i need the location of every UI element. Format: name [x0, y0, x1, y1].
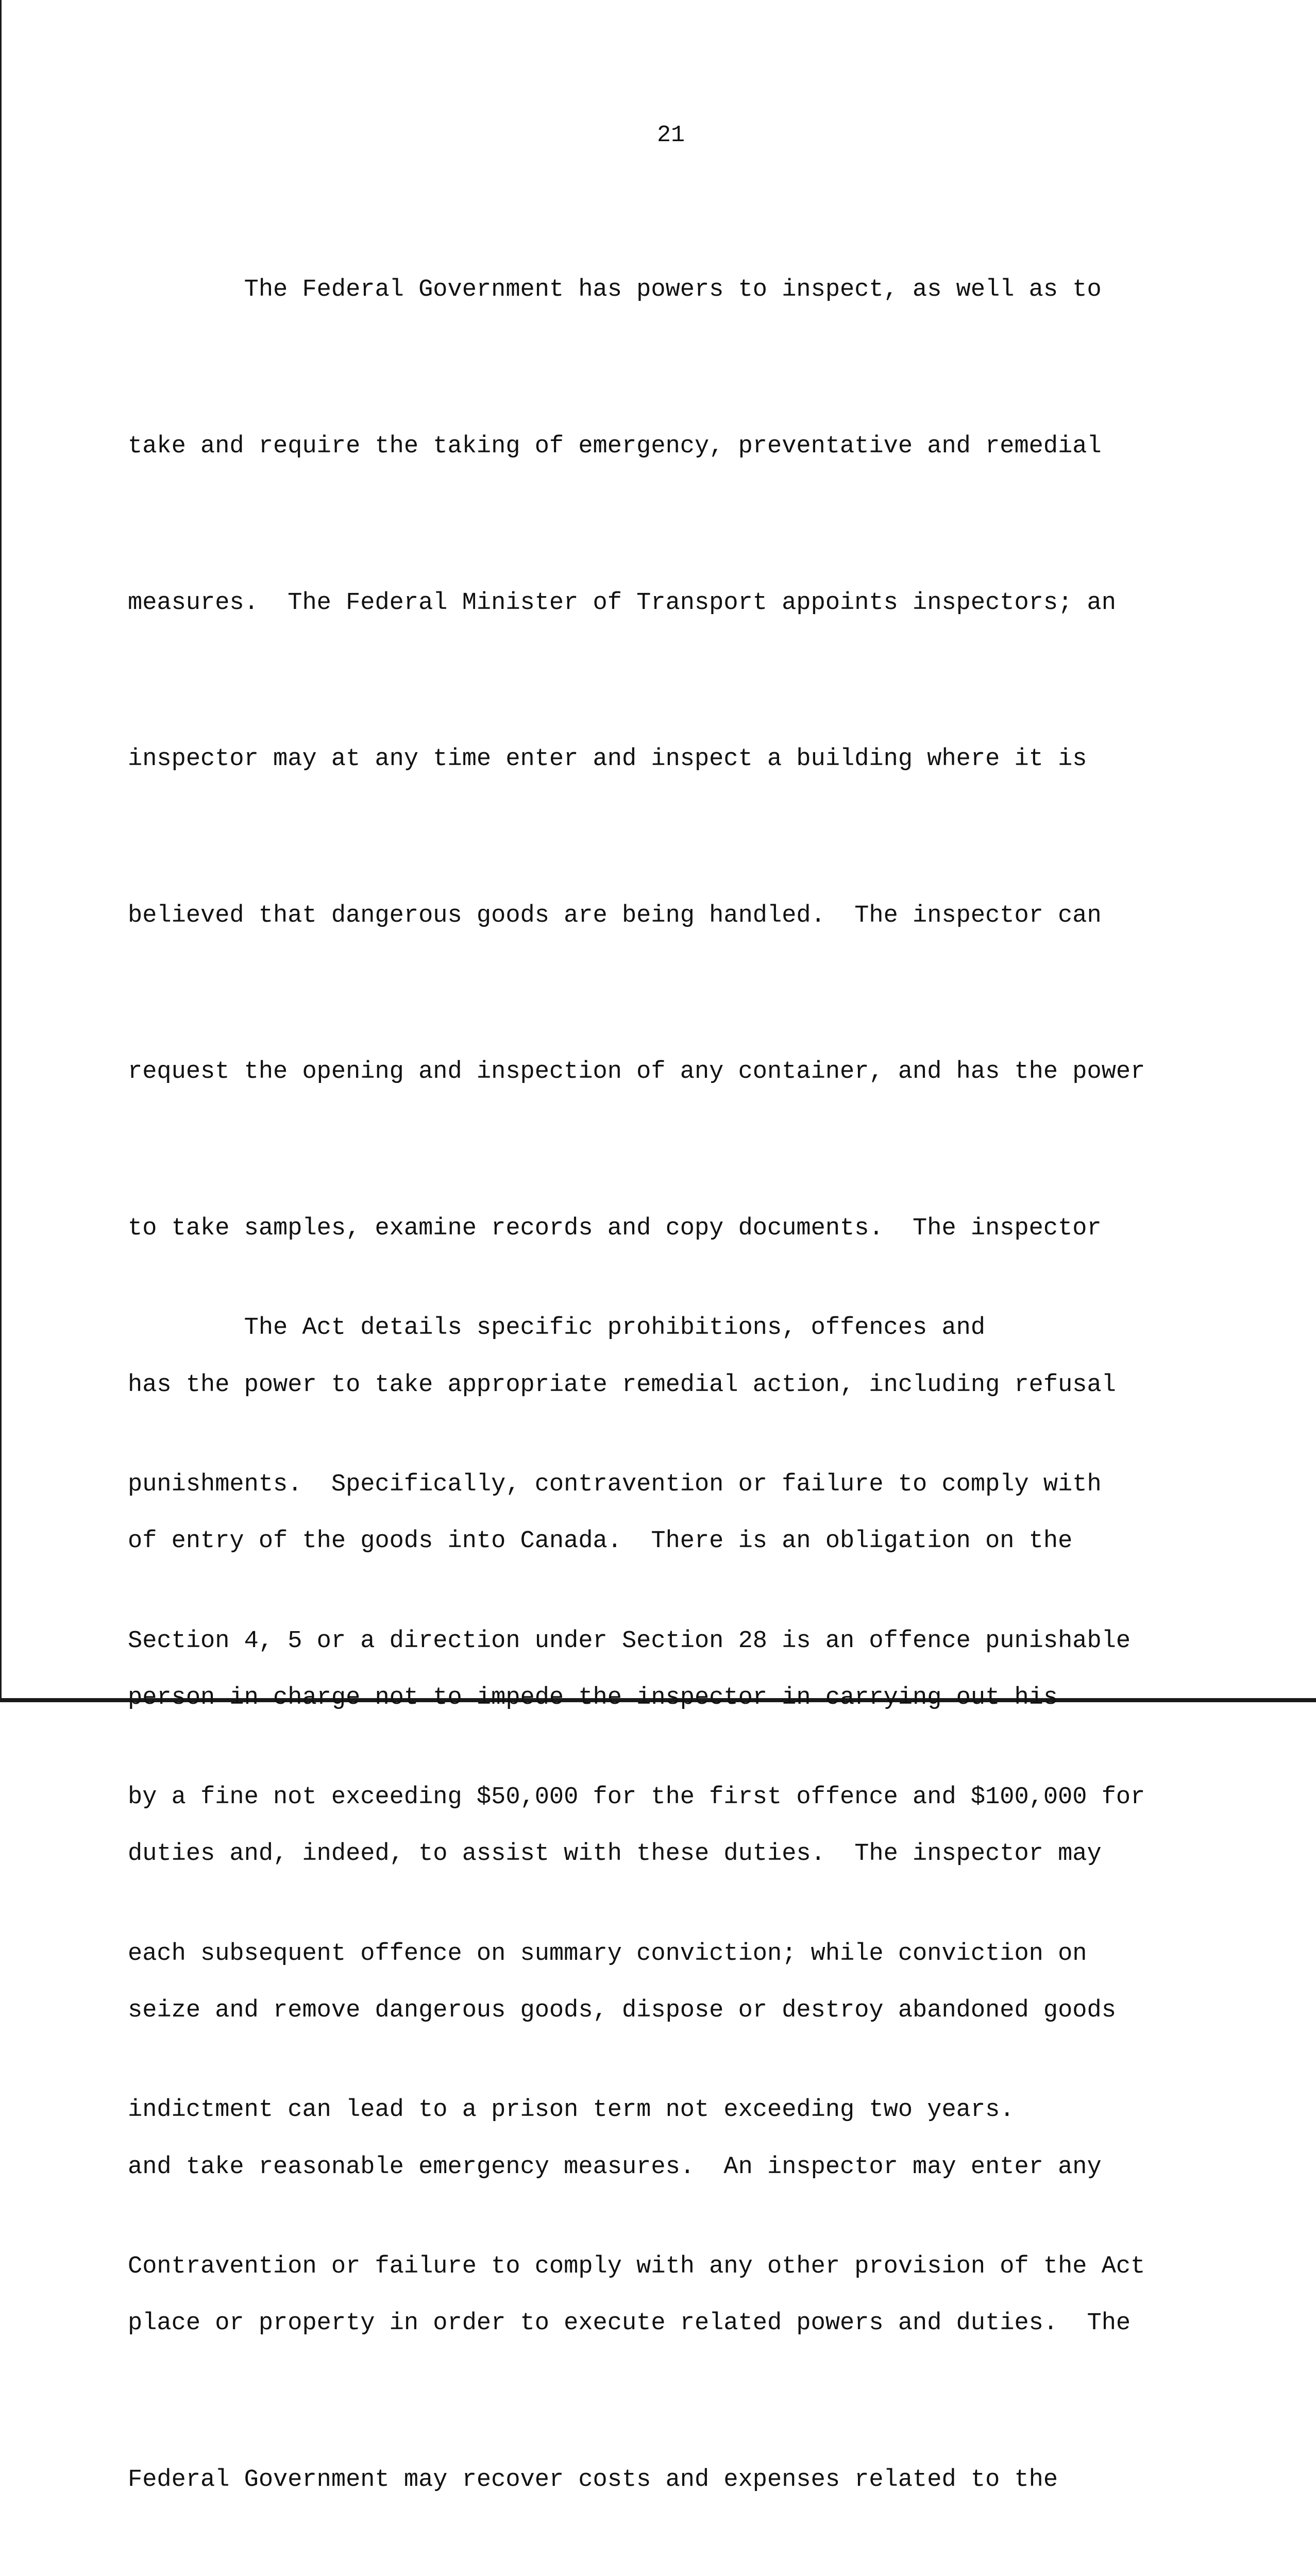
paragraph-prohibitions-offences — [128, 1198, 1145, 2345]
text-line: indictment can lead to a prison term not exceeding two years. — [128, 2096, 1015, 2124]
text-line: Section 4, 5 or a direction under Section 28 is an offence punishable — [128, 1627, 1131, 1655]
text-line: each subsequent offence on summary conviction; while conviction on — [128, 1940, 1087, 1968]
text-line: measures. The Federal Minister of Transport appoints inspectors; an — [128, 589, 1116, 617]
page-number: 21 — [657, 122, 685, 148]
text-line: and take reasonable emergency measures. An inspector may enter any — [128, 2153, 1102, 2181]
text-line: has the power to take appropriate remedial action, including refusal — [128, 1371, 1116, 1399]
text-line: seize and remove dangerous goods, dispose or destroy abandoned goods — [128, 1996, 1116, 2024]
text-line: to take samples, examine records and copy documents. The inspector — [128, 1214, 1102, 1242]
scan-border-left — [0, 0, 2, 1702]
text-line: person in charge not to impede the inspector in carrying out his — [128, 1684, 1058, 1711]
text-line: of entry of the goods into Canada. There is an obligation on the — [128, 1528, 1073, 1555]
text-line: The Federal Government has powers to inspect, as well as to — [128, 276, 1102, 304]
text-line: by a fine not exceeding $50,000 for the first offence and $100,000 for — [128, 1784, 1145, 1811]
text-line: duties and, indeed, to assist with these duties. The inspector may — [128, 1840, 1102, 1868]
text-line: punishments. Specifically, contravention or failure to comply with — [128, 1471, 1102, 1498]
text-line: Federal Government may recover costs and expenses related to the — [128, 2466, 1058, 2494]
text-line: place or property in order to execute related powers and duties. The — [128, 2310, 1131, 2337]
text-line: inspector may at any time enter and inspect a building where it is — [128, 745, 1087, 773]
text-line: take and require the taking of emergency, preventative and remedial — [128, 433, 1102, 460]
text-line: believed that dangerous goods are being handled. The inspector can — [128, 902, 1102, 929]
text-line: request the opening and inspection of any container, and has the power — [128, 1058, 1145, 1086]
text-line: Contravention or failure to comply with any other provision of the Act — [128, 2252, 1145, 2280]
text-line: The Act details specific prohibitions, offences and — [128, 1314, 986, 1342]
